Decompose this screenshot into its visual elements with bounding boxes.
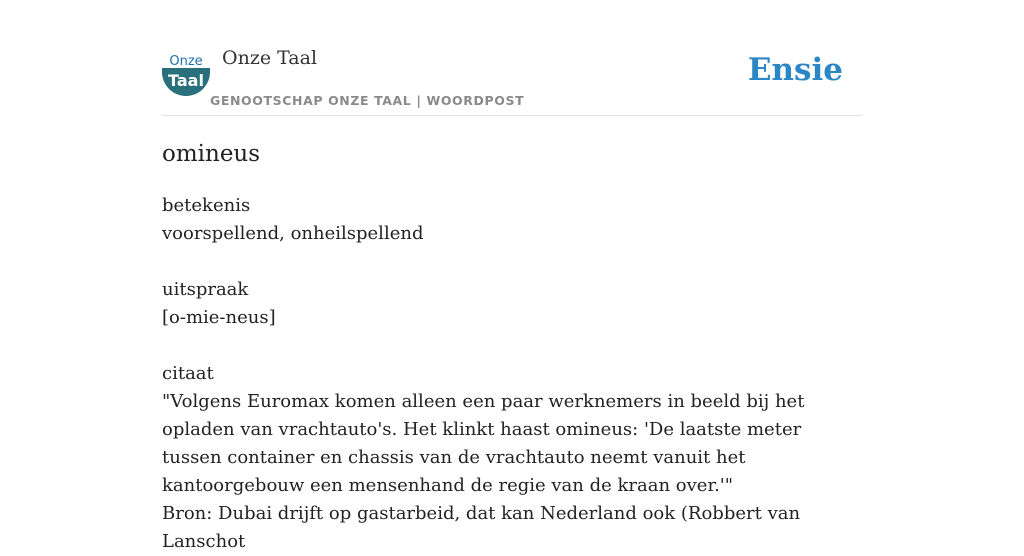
pronunciation-text: [o-mie-neus] [162,307,276,328]
ensie-brand-link[interactable]: Ensie [747,52,843,88]
pronunciation-label: uitspraak [162,279,249,300]
logo-text-bottom: Taal [168,71,204,90]
quote-source: Bron: Dubai drijft op gastarbeid, dat kan Nederland ook (Robbert van Lanschot [162,503,801,552]
entry-title: omineus [162,141,261,167]
site-name[interactable]: Onze Taal [222,47,318,69]
meaning-label: betekenis [162,195,251,216]
meaning-text: voorspellend, onheilspellend [162,223,424,244]
entry-body [162,192,862,556]
quote-label: citaat [162,363,214,384]
logo-text-top: Onze [169,54,203,69]
header [162,0,862,116]
spacer [162,332,862,360]
site-subtitle: GENOOTSCHAP ONZE TAAL | WOORDPOST [210,93,525,108]
spacer [162,248,862,276]
entry-card [162,0,862,552]
onze-taal-logo[interactable] [162,50,210,96]
quote-text: "Volgens Euromax komen alleen een paar werknemers in beeld bij het opladen van vrachtauto's. Het klinkt haast omineus: 'De laatste meter tussen container en chassis van de vrachtauto neemt vanuit het kantoorgebouw een mensenhand de regie van de kraan over.'" [162,391,805,496]
